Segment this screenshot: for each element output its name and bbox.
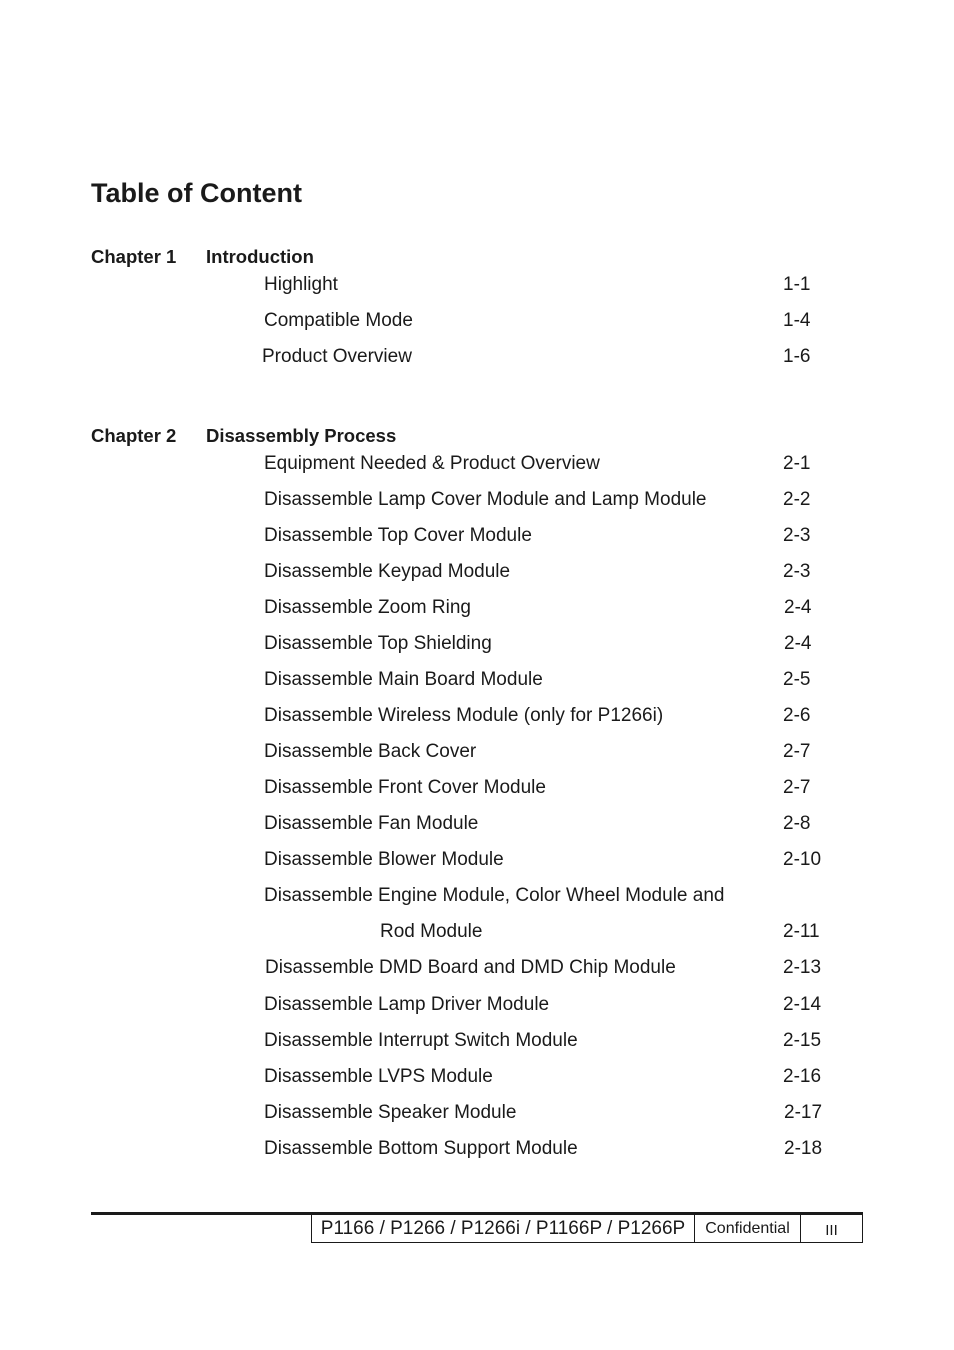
toc-entry[interactable]: Disassemble Interrupt Switch Module xyxy=(264,1030,578,1051)
chapter-number: Chapter 1 xyxy=(91,246,177,267)
toc-entry[interactable]: Disassemble Lamp Cover Module and Lamp Module xyxy=(264,489,707,510)
toc-page-number: 2-16 xyxy=(783,1066,822,1087)
toc-entry[interactable]: Disassemble Engine Module, Color Wheel Module and xyxy=(264,885,725,906)
toc-page-number: 2-18 xyxy=(784,1138,823,1159)
toc-page-number: 2-6 xyxy=(783,705,811,726)
toc-page-number: 1-6 xyxy=(783,346,811,367)
toc-page-number: 2-3 xyxy=(783,561,811,582)
toc-entry[interactable]: Disassemble LVPS Module xyxy=(264,1066,493,1087)
toc-page-number: 2-1 xyxy=(783,453,811,474)
toc-page-number: 2-4 xyxy=(784,633,812,654)
toc-entry[interactable]: Disassemble Wireless Module (only for P1266i) xyxy=(264,705,664,726)
toc-page-number: 2-15 xyxy=(783,1030,822,1051)
toc-entry[interactable]: Highlight xyxy=(264,274,338,295)
toc-entry[interactable]: Disassemble Bottom Support Module xyxy=(264,1138,578,1159)
toc-page-number: 1-1 xyxy=(783,274,811,295)
toc-entry[interactable]: Disassemble Fan Module xyxy=(264,813,479,834)
toc-entry[interactable]: Disassemble Front Cover Module xyxy=(264,777,546,798)
toc-entry[interactable]: Disassemble Lamp Driver Module xyxy=(264,994,550,1015)
toc-entry[interactable]: Disassemble Keypad Module xyxy=(264,561,511,582)
toc-entry[interactable]: Disassemble Top Cover Module xyxy=(264,525,532,546)
toc-page-number: 2-8 xyxy=(783,813,811,834)
toc-entry[interactable]: Disassemble Back Cover xyxy=(264,741,477,762)
toc-page-number: 2-10 xyxy=(783,849,822,870)
toc-page-number: 2-4 xyxy=(784,597,812,618)
chapter-title: Introduction xyxy=(206,246,314,267)
toc-page-number: 2-17 xyxy=(784,1102,823,1123)
toc-entry[interactable]: Equipment Needed & Product Overview xyxy=(264,453,600,474)
toc-entry-continuation[interactable]: Rod Module xyxy=(380,921,483,942)
footer-confidential-label: Confidential xyxy=(694,1215,801,1243)
toc-entry[interactable]: Disassemble Main Board Module xyxy=(264,669,543,690)
toc-page-number: 2-2 xyxy=(783,489,811,510)
chapter-title: Disassembly Process xyxy=(206,425,397,446)
toc-page-number: 2-7 xyxy=(783,777,811,798)
page-title: Table of Content xyxy=(91,178,302,208)
toc-page-number: 2-3 xyxy=(783,525,811,546)
toc-page-number: 2-11 xyxy=(783,921,820,942)
toc-entry[interactable]: Disassemble Top Shielding xyxy=(264,633,492,654)
toc-page-number: 1-4 xyxy=(783,310,811,331)
toc-entry[interactable]: Product Overview xyxy=(262,346,412,367)
toc-entry[interactable]: Disassemble Speaker Module xyxy=(264,1102,517,1123)
chapter-number: Chapter 2 xyxy=(91,425,177,446)
toc-entry[interactable]: Disassemble Blower Module xyxy=(264,849,504,870)
footer-model-list: P1166 / P1266 / P1266i / P1166P / P1266P xyxy=(311,1215,695,1243)
footer-page-number: III xyxy=(800,1215,863,1243)
toc-entry[interactable]: Disassemble Zoom Ring xyxy=(264,597,471,618)
toc-page-number: 2-5 xyxy=(783,669,811,690)
toc-entry[interactable]: Compatible Mode xyxy=(264,310,413,331)
toc-page-number: 2-7 xyxy=(783,741,811,762)
toc-page-number: 2-13 xyxy=(783,957,822,978)
toc-page-number: 2-14 xyxy=(783,994,822,1015)
toc-entry[interactable]: Disassemble DMD Board and DMD Chip Module xyxy=(265,957,676,978)
